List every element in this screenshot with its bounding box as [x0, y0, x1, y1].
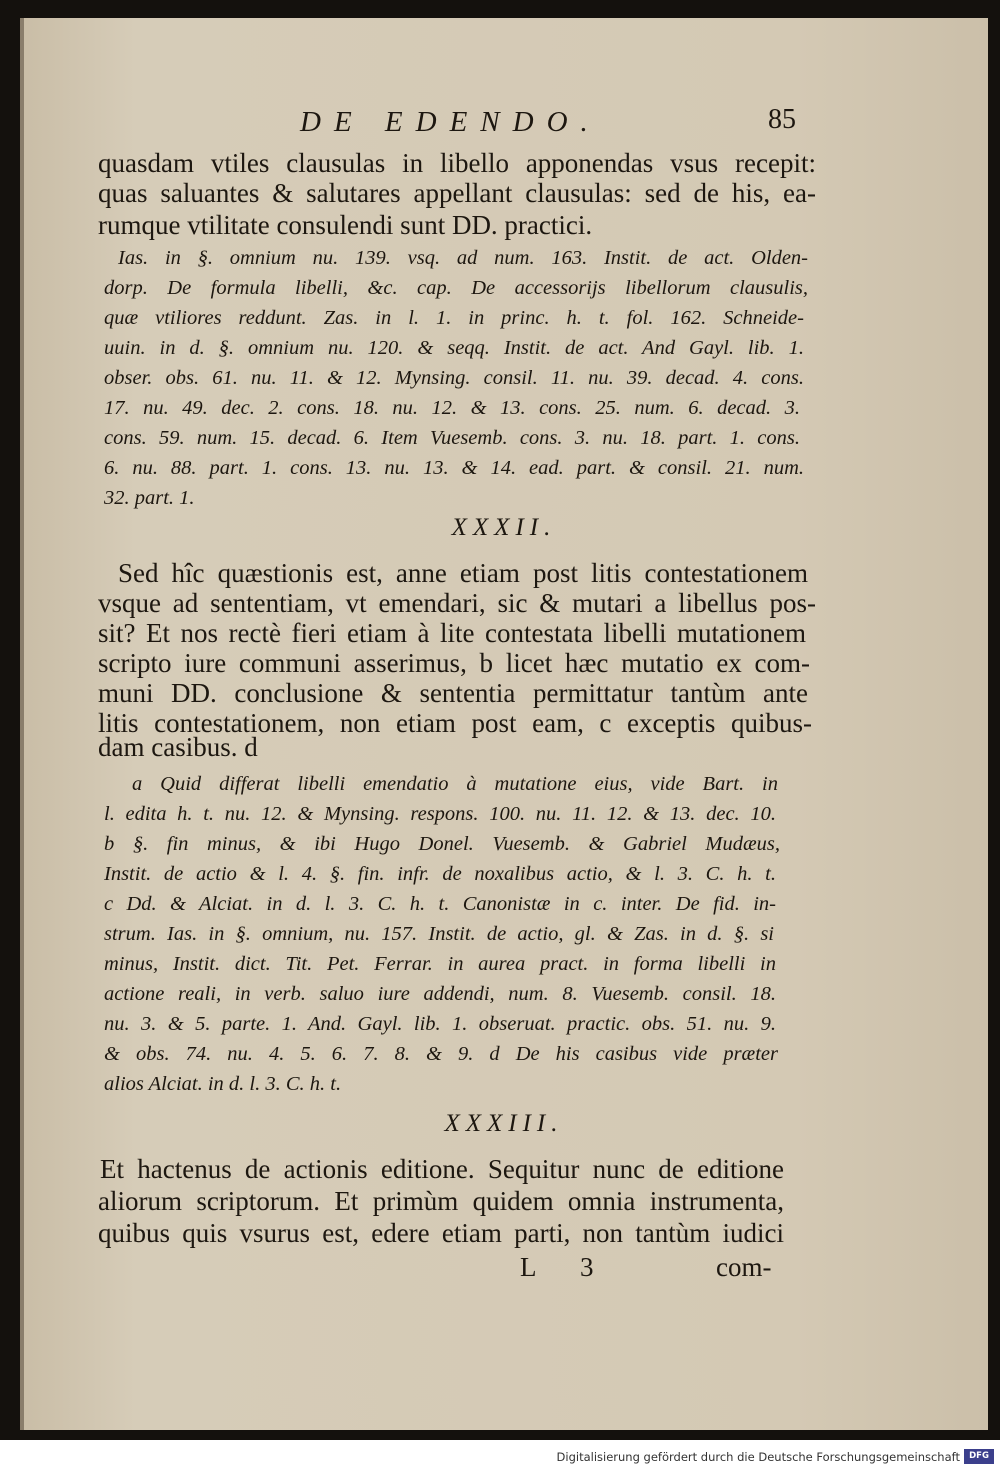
paragraph-3-line: aliorum scriptorum. Et primùm quidem omnia instrumenta, [98, 1186, 784, 1216]
page-footer [20, 1252, 988, 1288]
note-1-line: 32. part. 1. [104, 487, 195, 509]
note-2-line: a Quid differat libelli emendatio à mutatione eius, vide Bart. in [132, 773, 778, 795]
page-number: 85 [768, 104, 796, 135]
book-page [20, 18, 988, 1430]
note-2-line: l. edita h. t. nu. 12. & Mynsing. respons. 100. nu. 11. 12. & 13. dec. 10. [104, 803, 776, 825]
note-2-line: c Dd. & Alciat. in d. l. 3. C. h. t. Canonistæ in c. inter. De fid. in- [104, 893, 776, 915]
note-2-line: nu. 3. & 5. parte. 1. And. Gayl. lib. 1. obseruat. practic. obs. 51. nu. 9. [104, 1013, 776, 1035]
paragraph-2-line: Sed hîc quæstionis est, anne etiam post litis contestationem [118, 558, 808, 588]
paragraph-2-line: scripto iure communi asserimus, b licet hæc mutatio ex com- [98, 648, 810, 678]
note-1-line: 6. nu. 88. part. 1. cons. 13. nu. 13. & 14. ead. part. & consil. 21. num. [104, 457, 804, 479]
note-1-line: obser. obs. 61. nu. 11. & 12. Mynsing. consil. 11. nu. 39. decad. 4. cons. [104, 367, 804, 389]
section-heading-xxxiii: XXXIII. [444, 1110, 564, 1137]
note-1-line: 17. nu. 49. dec. 2. cons. 18. nu. 12. & 13. cons. 25. num. 6. decad. 3. [104, 397, 800, 419]
note-1-line: quæ vtiliores reddunt. Zas. in l. 1. in princ. h. t. fol. 162. Schneide- [104, 307, 804, 329]
paragraph-2-line: dam casibus. d [98, 732, 258, 762]
running-head [20, 106, 988, 146]
note-1-line: dorp. De formula libelli, &c. cap. De accessorijs libellorum clausulis, [104, 277, 808, 299]
signature-number: 3 [580, 1252, 594, 1282]
paragraph-2-line: muni DD. conclusione & sententia permittatur tantùm ante [98, 678, 808, 708]
running-title: DE EDENDO. [300, 106, 601, 138]
note-2-line: Instit. de actio & l. 4. §. fin. infr. de noxalibus actio, & l. 3. C. h. t. [104, 863, 776, 885]
note-1-line: Ias. in §. omnium nu. 139. vsq. ad num. 163. Instit. de act. Olden- [118, 247, 808, 269]
digitization-credit-bar [0, 1446, 1000, 1474]
note-2-line: strum. Ias. in §. omnium, nu. 157. Instit. de actio, gl. & Zas. in d. §. si [104, 923, 774, 945]
paragraph-3-line: quibus quis vsurus est, edere etiam parti, non tantùm iudici [98, 1218, 784, 1248]
note-2-line: actione reali, in verb. saluo iure addendi, num. 8. Vuesemb. consil. 18. [104, 983, 776, 1005]
page-gutter [20, 18, 24, 1430]
paragraph-2-line: sit? Et nos rectè fieri etiam à lite contestata libelli mutationem [98, 618, 806, 648]
note-2-line: minus, Instit. dict. Tit. Pet. Ferrar. in aurea pract. in forma libelli in [104, 953, 776, 975]
dfg-logo: DFG [964, 1449, 994, 1464]
catchword: com- [716, 1252, 772, 1282]
section-heading-xxxii: XXXII. [451, 514, 557, 541]
paragraph-2-line: litis contestationem, non etiam post eam, c exceptis quibus- [98, 708, 812, 738]
note-2-line: b §. fin minus, & ibi Hugo Donel. Vuesemb. & Gabriel Mudæus, [104, 833, 780, 855]
paragraph-2-line: vsque ad sententiam, vt emendari, sic & mutari a libellus pos- [98, 588, 816, 618]
paragraph-3-line: Et hactenus de actionis editione. Sequitur nunc de editione [100, 1154, 784, 1184]
note-1-line: uuin. in d. §. omnium nu. 120. & seqq. Instit. de act. And Gayl. lib. 1. [104, 337, 804, 359]
signature-mark: L [520, 1252, 537, 1282]
note-2-line: & obs. 74. nu. 4. 5. 6. 7. 8. & 9. d De his casibus vide præter [104, 1043, 778, 1065]
paragraph-1-line: quasdam vtiles clausulas in libello apponendas vsus recepit: [98, 148, 816, 178]
digitization-credit: Digitalisierung gefördert durch die Deutsche Forschungsgemeinschaft [556, 1450, 960, 1464]
note-1-line: cons. 59. num. 15. decad. 6. Item Vuesemb. cons. 3. nu. 18. part. 1. cons. [104, 427, 800, 449]
paragraph-1-line: quas saluantes & salutares appellant clausulas: sed de his, ea- [98, 178, 816, 208]
note-2-line: alios Alciat. in d. l. 3. C. h. t. [104, 1073, 342, 1095]
paragraph-1-line: rumque vtilitate consulendi sunt DD. practici. [98, 210, 593, 240]
